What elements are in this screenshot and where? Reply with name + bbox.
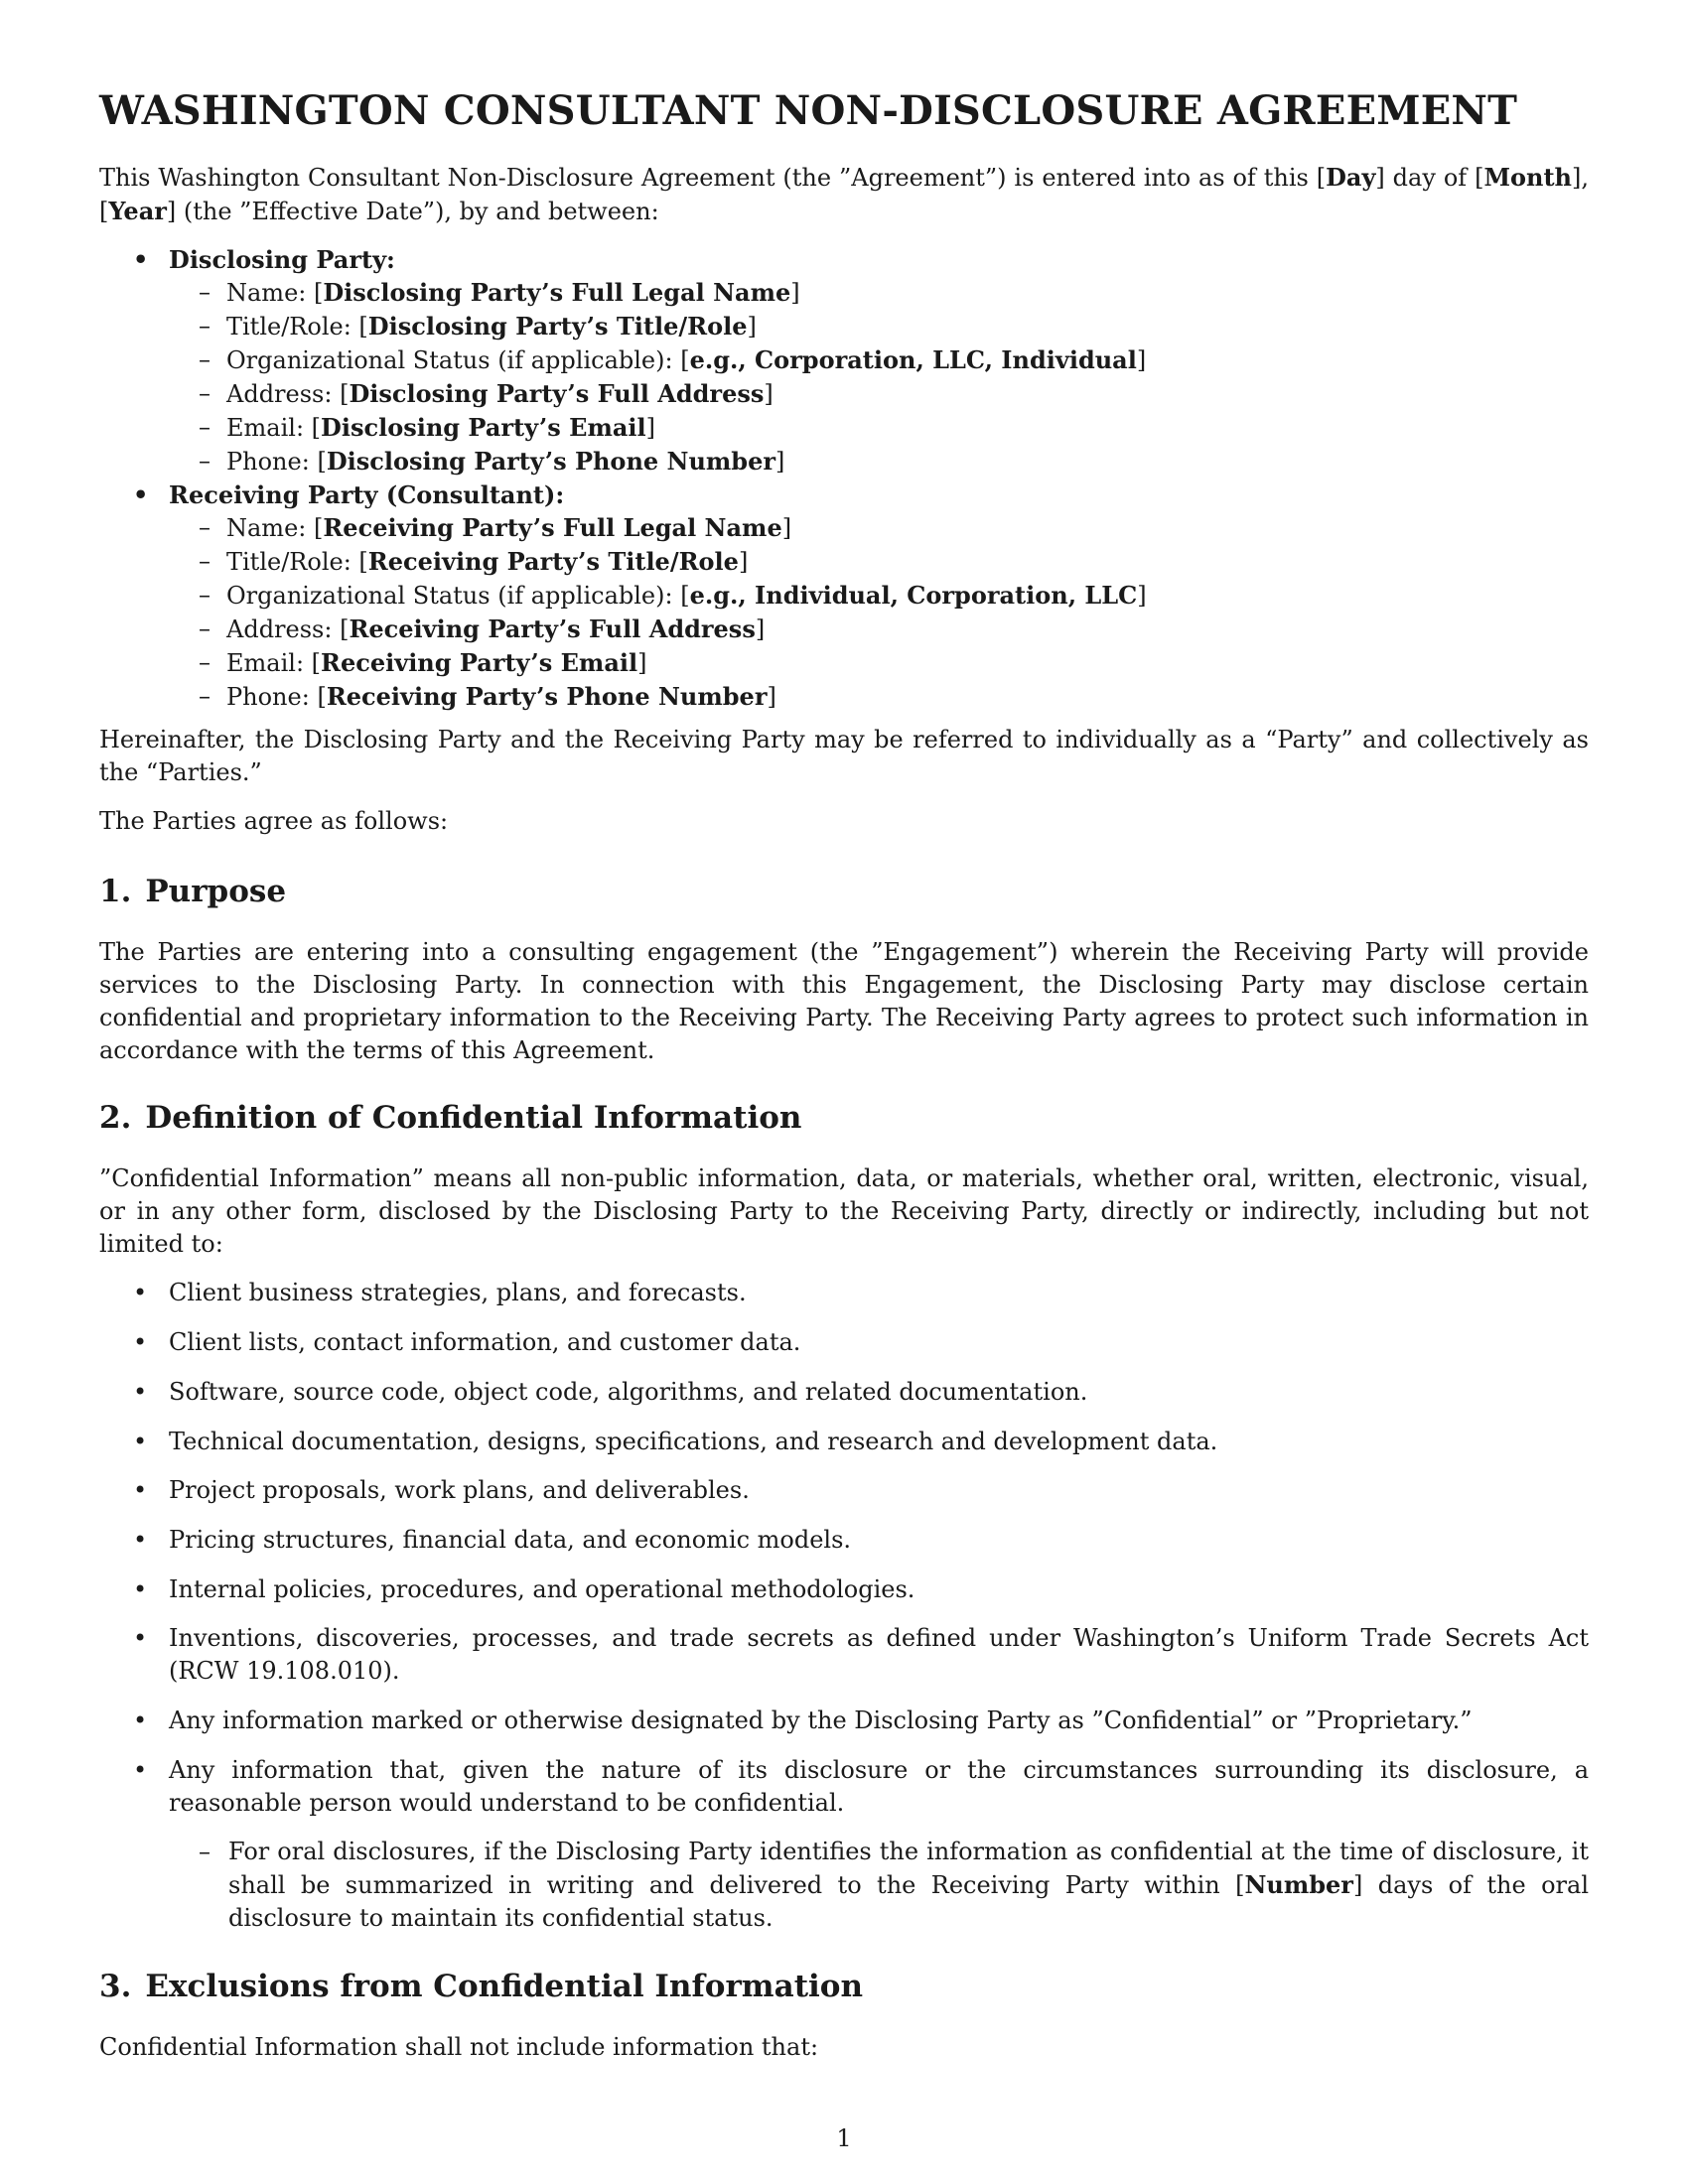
subitem-text: ] days of the oral disclosure to maintain its confidential status.	[228, 1871, 1589, 1932]
intro-text: This Washington Consultant Non-Disclosure Agreement (the ”Agreement”) is entered into as of this [	[99, 164, 1327, 192]
list-item: • Any information marked or otherwise designated by the Disclosing Party as ”Confidential” or ”Proprietary.”	[133, 1705, 1589, 1737]
section-number: 1.	[99, 874, 132, 909]
hereinafter-paragraph: Hereinafter, the Disclosing Party and the Receiving Party may be referred to individually as a “Party” and collectively as the “Parties.”	[99, 726, 1589, 786]
list-item: • Internal policies, procedures, and operational methodologies.	[133, 1573, 1589, 1606]
parties-list	[133, 243, 1589, 714]
section-title: Purpose	[145, 874, 287, 909]
field-value: Receiving Party’s Email	[321, 648, 638, 677]
section-3-heading	[99, 1969, 863, 2004]
receiving-party-heading: • Receiving Party (Consultant):	[133, 478, 1589, 511]
field-value: Disclosing Party’s Full Legal Name	[323, 278, 791, 307]
section-3-body: Confidential Information shall not include information that:	[99, 2033, 819, 2061]
field-value: Disclosing Party’s Full Address	[349, 379, 765, 408]
field-value: Receiving Party’s Title/Role	[367, 547, 739, 576]
field-value: Receiving Party’s Phone Number	[326, 682, 768, 711]
field-label: Email:	[226, 649, 305, 677]
document-title: WASHINGTON CONSULTANT NON-DISCLOSURE AGREEMENT	[99, 87, 1518, 134]
list-item: • Client lists, contact information, and customer data.	[133, 1326, 1589, 1359]
field-label: Address:	[226, 380, 333, 408]
list-item: • Inventions, discoveries, processes, and trade secrets as defined under Washington’s Uniform Trade Secrets Act (RCW 19.108.010).	[133, 1622, 1589, 1688]
intro-paragraph	[99, 161, 1589, 228]
list-item: • Technical documentation, designs, specifications, and research and development data.	[133, 1426, 1589, 1458]
field-label: Name:	[226, 514, 307, 542]
section-number: 2.	[99, 1100, 132, 1136]
section-1-body: The Parties are entering into a consulting engagement (the ”Engagement”) wherein the Receiving Party will provide services to the Disclosing Party. In connection with this Engagement, the Disclosing Party may disclose certain confidential and proprietary information to the Receiving Party. The Receiving Party agrees to protect such information in accordance with the terms of this Agreement.	[99, 938, 1589, 1064]
document-page	[99, 0, 1589, 2184]
field-label: Address:	[226, 615, 333, 643]
disclosing-phone-field: – Phone: [Disclosing Party’s Phone Number]	[133, 445, 1589, 478]
subitem-text: For oral disclosures, if the Disclosing Party identifies the information as confidential at the time of disclosure, it shall be summarized in writing and delivered to the Receiving Party within [	[228, 1838, 1589, 1899]
section-title: Exclusions from Confidential Information	[145, 1969, 864, 2004]
year-placeholder: Year	[108, 197, 167, 225]
list-item: • Software, source code, object code, algorithms, and related documentation.	[133, 1376, 1589, 1409]
disclosing-address-field: – Address: [Disclosing Party’s Full Address]	[133, 377, 1589, 411]
field-value: Receiving Party’s Full Legal Name	[323, 513, 782, 542]
field-label: Organizational Status (if applicable):	[226, 582, 673, 610]
field-value: Disclosing Party’s Email	[321, 413, 646, 442]
section-2-heading	[99, 1100, 801, 1136]
field-label: Email:	[226, 414, 305, 442]
field-value: Disclosing Party’s Phone Number	[326, 447, 775, 476]
disclosing-party-heading: • Disclosing Party:	[133, 243, 1589, 276]
intro-text: ], [	[99, 164, 1589, 225]
field-label: Organizational Status (if applicable):	[226, 346, 673, 374]
field-label: Phone:	[226, 448, 310, 476]
receiving-address-field: – Address: [Receiving Party’s Full Address]	[133, 613, 1589, 646]
month-placeholder: Month	[1483, 163, 1572, 192]
page-number: 1	[836, 2124, 852, 2152]
receiving-status-field: – Organizational Status (if applicable): [e.g., Individual, Corporation, LLC]	[133, 579, 1589, 613]
agree-paragraph: The Parties agree as follows:	[99, 807, 449, 835]
receiving-phone-field: – Phone: [Receiving Party’s Phone Number]	[133, 680, 1589, 714]
field-value: Disclosing Party’s Title/Role	[367, 312, 748, 341]
receiving-email-field: – Email: [Receiving Party’s Email]	[133, 646, 1589, 680]
intro-text: ] (the ”Effective Date”), by and between:	[166, 198, 659, 225]
field-value: Receiving Party’s Full Address	[349, 614, 756, 643]
section-2-body: ”Confidential Information” means all non-public information, data, or materials, whether oral, written, electronic, visual, or in any other form, disclosed by the Disclosing Party to the Receiving Party, directly or indirectly, including but not limited to:	[99, 1164, 1589, 1258]
list-item: • Any information that, given the nature of its disclosure or the circumstances surrounding its disclosure, a reasonable person would understand to be confidential.	[133, 1754, 1589, 1820]
section-title: Definition of Confidential Information	[145, 1100, 802, 1136]
field-value: e.g., Individual, Corporation, LLC	[689, 581, 1138, 610]
field-value: e.g., Corporation, LLC, Individual	[689, 345, 1137, 374]
section-number: 3.	[99, 1969, 132, 2004]
disclosing-email-field: – Email: [Disclosing Party’s Email]	[133, 411, 1589, 445]
field-label: Phone:	[226, 683, 310, 711]
number-placeholder: Number	[1244, 1870, 1353, 1899]
field-label: Name:	[226, 279, 307, 307]
disclosing-status-field: – Organizational Status (if applicable): [e.g., Corporation, LLC, Individual]	[133, 343, 1589, 377]
receiving-name-field: – Name: [Receiving Party’s Full Legal Name]	[133, 511, 1589, 545]
section-1-heading	[99, 874, 286, 909]
disclosing-title-field: – Title/Role: [Disclosing Party’s Title/Role]	[133, 310, 1589, 343]
list-item: • Client business strategies, plans, and forecasts.	[133, 1277, 1589, 1309]
intro-text: ] day of [	[1375, 164, 1484, 192]
list-item: • Pricing structures, financial data, and economic models.	[133, 1524, 1589, 1557]
receiving-title-field: – Title/Role: [Receiving Party’s Title/Role]	[133, 545, 1589, 579]
day-placeholder: Day	[1326, 163, 1376, 192]
oral-disclosure-subitem	[199, 1836, 1589, 1935]
list-item: • Project proposals, work plans, and deliverables.	[133, 1474, 1589, 1507]
field-label: Title/Role:	[226, 548, 352, 576]
field-label: Title/Role:	[226, 313, 352, 341]
disclosing-name-field: – Name: [Disclosing Party’s Full Legal Name]	[133, 276, 1589, 310]
